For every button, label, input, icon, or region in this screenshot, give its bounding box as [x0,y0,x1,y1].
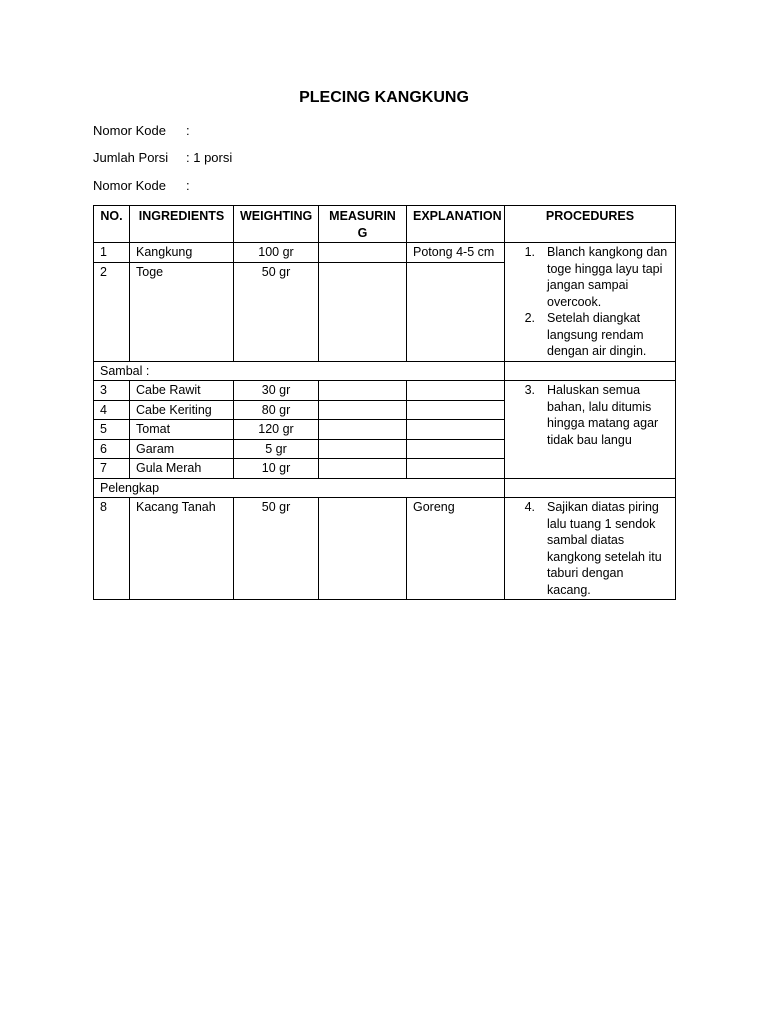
cell-measuring [319,459,407,479]
cell-ingredient: Garam [130,439,234,459]
procedure-step [511,382,669,448]
cell-weight: 80 gr [234,400,319,420]
cell-no: 4 [94,400,130,420]
step-number: 4. [524,500,535,514]
recipe-table [93,205,676,600]
cell-explanation [407,381,505,401]
step-text: Blanch kangkong dan toge hingga layu tapi jangan sampai overcook. [547,245,668,309]
header-measuring: MEASURIN G [319,206,407,243]
empty-cell [505,361,676,381]
cell-ingredient: Cabe Keriting [130,400,234,420]
meta-row-kode-2 [93,178,190,193]
procedure-cell [505,381,676,479]
section-row-sambal [94,361,676,381]
cell-explanation [407,262,505,361]
meta-row-kode-1 [93,123,190,138]
cell-weight: 120 gr [234,420,319,440]
meta-value: : [186,178,190,193]
cell-measuring [319,243,407,263]
meta-value: : [186,123,190,138]
cell-measuring [319,420,407,440]
cell-explanation: Potong 4-5 cm [407,243,505,263]
cell-ingredient: Tomat [130,420,234,440]
procedure-step [511,244,669,310]
cell-explanation [407,439,505,459]
meta-label: Nomor Kode [93,123,166,138]
cell-no: 2 [94,262,130,361]
cell-no: 7 [94,459,130,479]
cell-no: 3 [94,381,130,401]
cell-measuring [319,400,407,420]
header-explanation: EXPLANATION [407,206,505,243]
cell-no: 5 [94,420,130,440]
cell-explanation [407,459,505,479]
table-row [94,498,676,600]
procedure-cell [505,498,676,600]
cell-measuring [319,262,407,361]
cell-ingredient: Kacang Tanah [130,498,234,600]
meta-value: : 1 porsi [186,150,233,165]
cell-measuring [319,498,407,600]
header-ingredients: INGREDIENTS [130,206,234,243]
procedure-step [511,310,669,360]
section-label: Sambal : [94,361,505,381]
meta-label: Nomor Kode [93,178,166,193]
empty-cell [505,478,676,498]
cell-weight: 30 gr [234,381,319,401]
step-number: 1. [524,245,535,259]
cell-ingredient: Kangkung [130,243,234,263]
cell-measuring [319,439,407,459]
section-row-pelengkap [94,478,676,498]
cell-ingredient: Toge [130,262,234,361]
table-row [94,243,676,263]
cell-no: 6 [94,439,130,459]
section-label: Pelengkap [94,478,505,498]
table-row [94,381,676,401]
cell-no: 1 [94,243,130,263]
step-number: 2. [524,311,535,325]
cell-weight: 5 gr [234,439,319,459]
header-procedures: PROCEDURES [505,206,676,243]
document-title: PLECING KANGKUNG [299,89,469,106]
step-text: Setelah diangkat langsung rendam dengan air dingin. [547,311,647,358]
cell-no: 8 [94,498,130,600]
cell-ingredient: Cabe Rawit [130,381,234,401]
procedure-step [511,499,669,598]
step-number: 3. [524,383,535,397]
step-text: Sajikan diatas piring lalu tuang 1 sendok sambal diatas kangkong setelah itu taburi dengan kacang. [547,500,662,597]
meta-row-porsi [93,150,232,165]
meta-label: Jumlah Porsi [93,150,169,165]
step-text: Haluskan semua bahan, lalu ditumis hingga matang agar tidak bau langu [547,383,659,447]
header-no: NO. [94,206,130,243]
cell-weight: 50 gr [234,262,319,361]
cell-ingredient: Gula Merah [130,459,234,479]
procedure-cell [505,243,676,362]
cell-explanation [407,420,505,440]
cell-weight: 100 gr [234,243,319,263]
header-row [94,206,676,243]
cell-weight: 10 gr [234,459,319,479]
header-weighting: WEIGHTING [234,206,319,243]
cell-explanation: Goreng [407,498,505,600]
cell-weight: 50 gr [234,498,319,600]
cell-measuring [319,381,407,401]
cell-explanation [407,400,505,420]
